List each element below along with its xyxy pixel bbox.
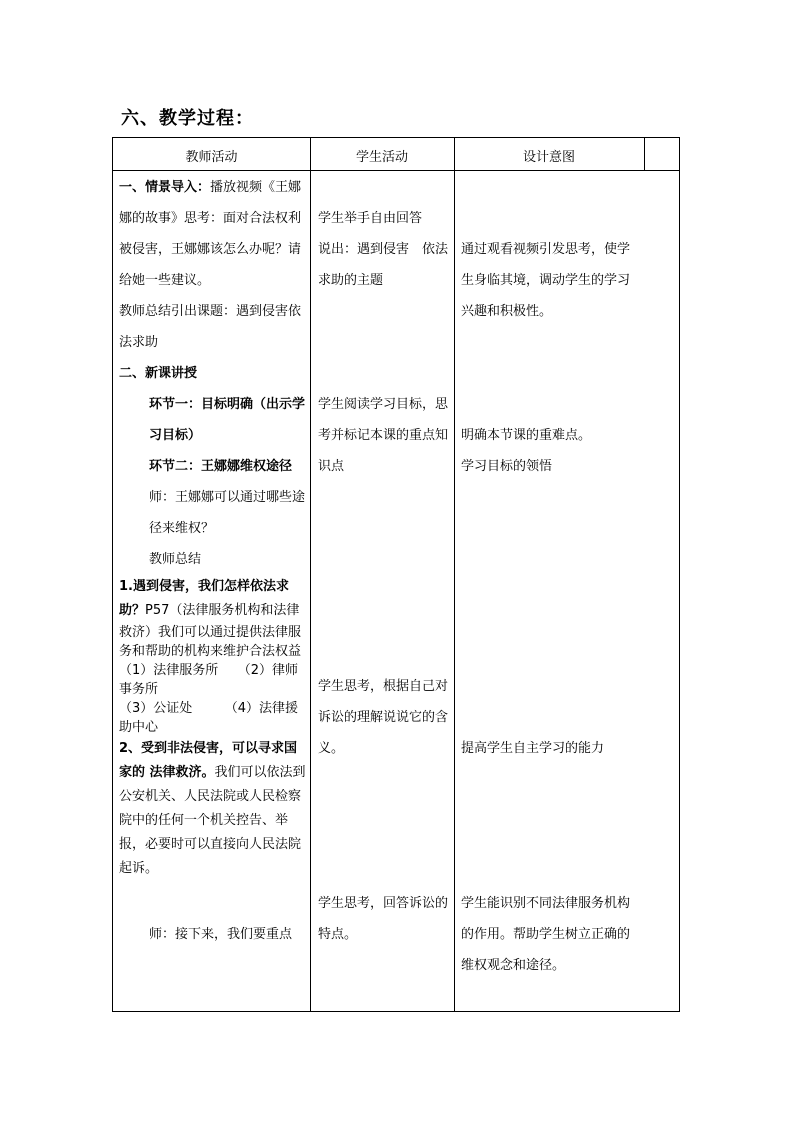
point-one-text: P57（法律服务机构和法律救济）我们可以通过提供法律服务和帮助的机构来维护合法权益 [119,603,302,659]
institution-list-1: （1）法律服务所 （2）律师事务所 [119,663,299,697]
section-heading: 六、教学过程： [121,108,254,129]
student-activity-4: 学生思考，回答诉讼的特点。 [318,896,449,942]
teacher-question: 师：王娜娜可以通过哪些途径来维权？ [149,490,306,536]
design-intent-4: 提高学生自主学习的能力 [461,741,605,756]
header-teacher-activity: 教师活动 [185,150,238,165]
summary-paragraph: 教师总结引出课题：遇到侵害依法求助 [119,304,302,350]
design-intent-3: 学习目标的领悟 [461,459,553,474]
step-one: 环节一：目标明确（出示学习目标） [149,397,306,443]
intro-paragraph [119,172,307,296]
header-divider [113,170,679,171]
point-two-text: 我们可以依法到公安机关、人民法院或人民检察院中的任何一个机关控告、举报，必要时可以直接向人民法院起诉。 [119,765,306,876]
new-lesson-heading: 二、新课讲授 [119,366,198,381]
point-two-block [119,737,307,881]
student-activity-3: 学生思考，根据自己对诉讼的理解说说它的含义。 [318,679,449,756]
teacher-summary: 教师总结 [149,552,202,567]
column-divider [310,138,311,1011]
design-intent-2: 明确本节课的重难点。 [461,428,592,443]
point-one [119,575,307,661]
teaching-process-table [112,137,680,1012]
design-intent-5: 学生能识别不同法律服务机构的作用。帮助学生树立正确的维权观念和途径。 [461,896,631,973]
student-activity-2: 学生阅读学习目标，思考并标记本课的重点知识点 [318,397,449,474]
student-topic: 说出：遇到侵害 依法求助的主题 [318,242,449,288]
institution-list-2: （3）公证处 （4）法律援助中心 [119,701,299,735]
student-activity-1 [318,203,450,296]
student-answer: 学生举手自由回答 [318,211,423,226]
point-two-title: 2、受到非法侵害，可以寻求国家的 法律救济。 [119,741,298,780]
intro-text: 播放视频《王娜娜的故事》思考：面对合法权利被侵害，王娜娜该怎么办呢？请给她一些建议。 [119,180,302,288]
column-divider [644,138,645,170]
step-two: 环节二：王娜娜维权途径 [149,459,293,474]
intro-label: 一、情景导入： [119,180,211,195]
point-one-block [119,575,307,737]
teacher-next-line: 师：接下来，我们要重点 [149,927,293,942]
teacher-activity-cell [119,172,307,950]
design-intent-1: 通过观看视频引发思考，使学生身临其境，调动学生的学习兴趣和积极性。 [461,242,631,319]
point-one-title: 1.遇到侵害，我们怎样依法求助？ [119,579,289,618]
header-student-activity: 学生活动 [355,150,408,165]
header-design-intent: 设计意图 [522,150,575,165]
column-divider [454,138,455,1011]
point-two [119,737,307,881]
